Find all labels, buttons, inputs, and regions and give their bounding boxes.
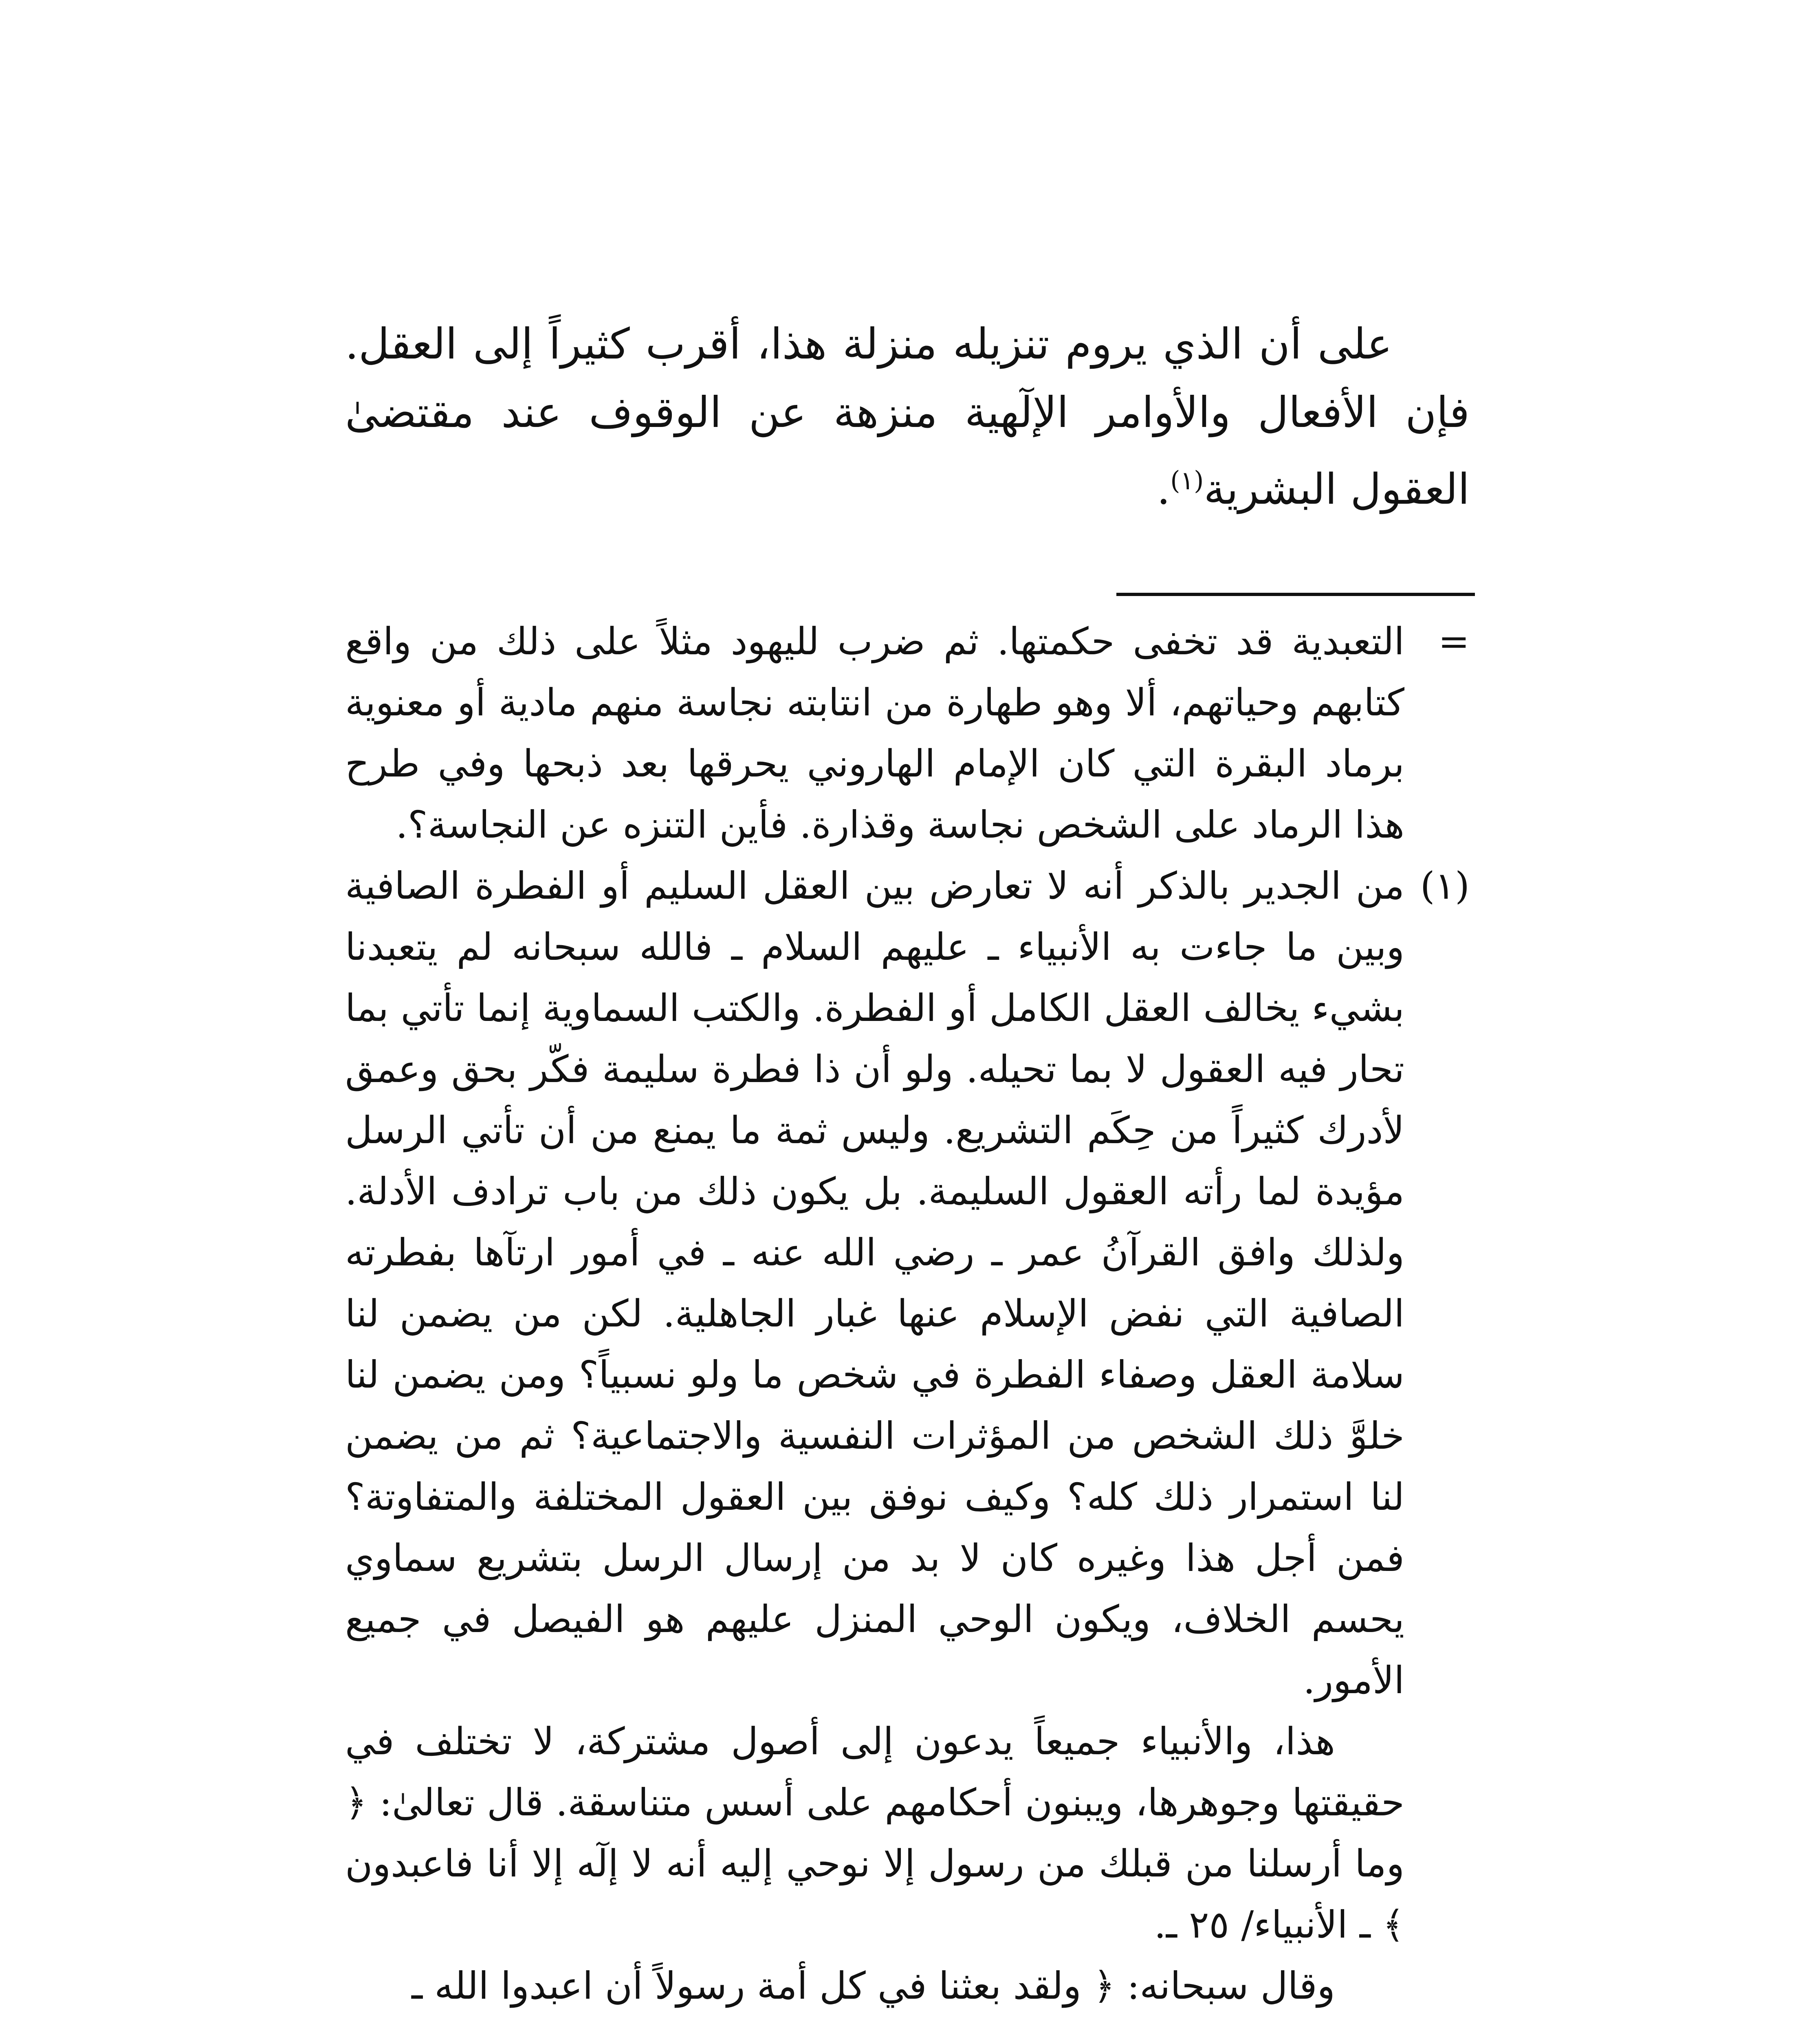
footnote-1-paragraph-3: وقال سبحانه: ﴿ ولقد بعثنا في كل أمة رسولاً أن اعبدوا الله ـ bbox=[412, 1964, 1335, 2008]
main-paragraph-text: على أن الذي يروم تنزيله منزلة هذا، أقرب كثيراً إلى العقل. فإن الأفعال والأوامر الإلٓهية منزهة عن الوقوف عند مقتضىٰ العقول البشرية bbox=[345, 319, 1470, 514]
main-text-block bbox=[345, 310, 1470, 524]
footnote-reference: (١) bbox=[1170, 466, 1204, 495]
footnote-1-paragraph-2: هذا، والأنبياء جميعاً يدعون إلى أصول مشتركة، لا تختلف في حقيقتها وجوهرها، ويبنون أحكامهم على أسس متناسقة. قال تعالىٰ: ﴿ وما أرسلنا من قبلك من رسول إلا نوحي إليه أنه لا إلٓه إلا أنا فاعبدون ﴾ ـ الأنبياء/ ٢٥ ـ. bbox=[345, 1720, 1404, 1947]
footnote-1-text: من الجدير بالذكر أنه لا تعارض بين العقل السليم أو الفطرة الصافية وبين ما جاءت به الأنبياء ـ عليهم السلام ـ فالله سبحانه لم يتعبدنا بشيء يخالف العقل الكامل أو الفطرة. والكتب السماوية إنما تأتي بما تحار فيه العقول لا بما تحيله. ولو أن ذا فطرة سليمة فكّر بحق وعمق لأدرك كثيراً من حِكَم التشريع. وليس ثمة ما يمنع من أن تأتي الرسل مؤيدة لما رأته العقول السليمة. بل يكون ذلك من باب ترادف الأدلة. ولذلك وافق القرآنُ عمر ـ رضي الله عنه ـ في أمور ارتآها بفطرته الصافية التي نفض الإسلام عنها غبار الجاهلية. لكن من يضمن لنا سلامة العقل وصفاء الفطرة في شخص ما ولو نسبياً؟ ومن يضمن لنا خلوَّ ذلك الشخص من المؤثرات النفسية والاجتماعية؟ ثم من يضمن لنا استمرار ذلك كله؟ وكيف نوفق بين العقول المختلفة والمتفاوتة؟ فمن أجل هذا وغيره كان لا بد من إرسال الرسل بتشريع سماوي يحسم الخلاف، ويكون الوحي المنزل عليهم هو الفيصل في جميع الأمور. bbox=[345, 864, 1405, 1702]
footnote-1-marker: (١) bbox=[1420, 864, 1470, 908]
footnote-continuation bbox=[345, 611, 1470, 856]
footnotes-section bbox=[345, 611, 1470, 2017]
main-paragraph bbox=[345, 310, 1470, 524]
main-paragraph-end: . bbox=[1157, 464, 1171, 514]
footnote-1 bbox=[345, 856, 1470, 2017]
continuation-marker: = bbox=[1438, 620, 1470, 663]
continuation-text: التعبدية قد تخفى حكمتها. ثم ضرب لليهود مثلاً على ذلك من واقع كتابهم وحياتهم، ألا وهو طهارة من انتابته نجاسة منهم مادية أو معنوية برماد البقرة التي كان الإمام الهاروني يحرقها بعد ذبحها وفي طرح هذا الرماد على الشخص نجاسة وقذارة. فأين التنزه عن النجاسة؟. bbox=[345, 620, 1404, 847]
footnote-separator-rule bbox=[1116, 593, 1475, 596]
